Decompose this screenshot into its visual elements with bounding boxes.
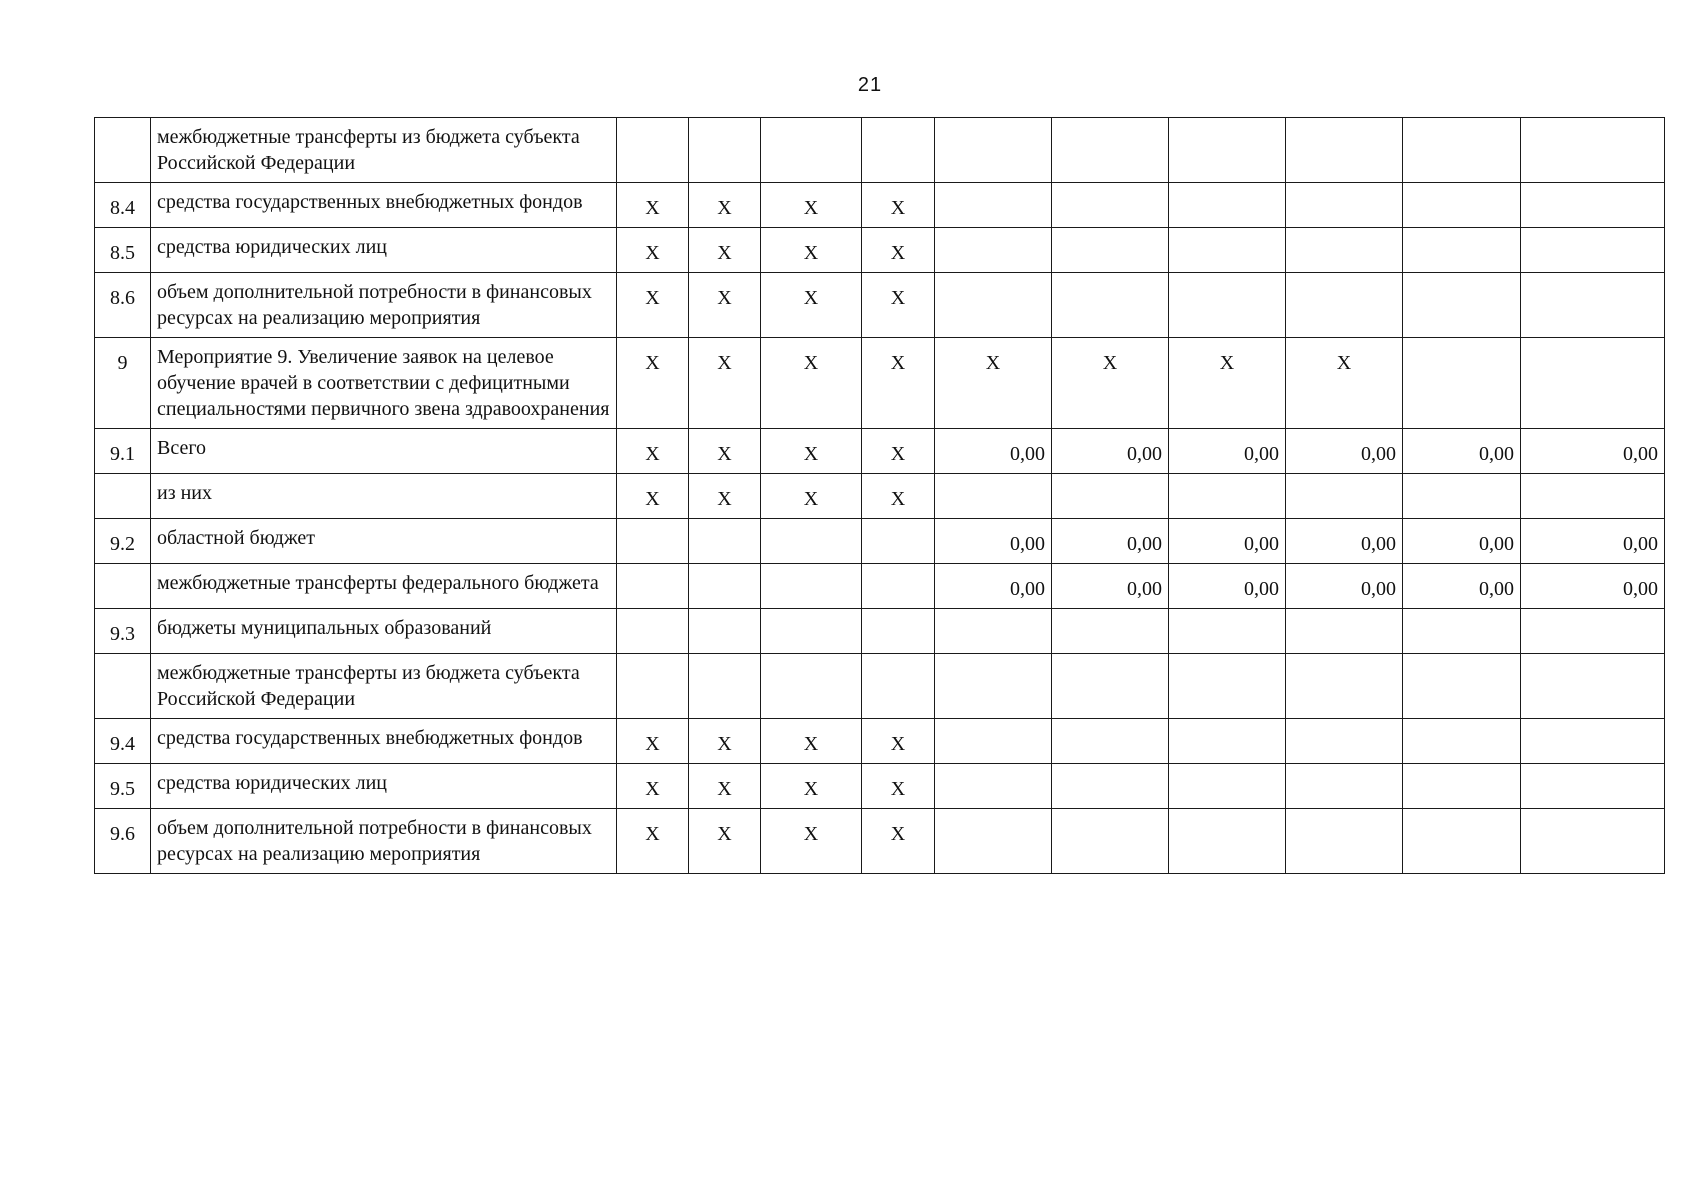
not-applicable-cell: X [617, 228, 689, 273]
not-applicable-cell: X [689, 273, 761, 338]
not-applicable-cell: X [617, 809, 689, 874]
row-number-cell: 8.4 [95, 183, 151, 228]
empty-cell [761, 564, 862, 609]
not-applicable-cell: X [617, 719, 689, 764]
amount-cell: 0,00 [1521, 429, 1665, 474]
empty-cell [1286, 183, 1403, 228]
empty-cell [1052, 654, 1169, 719]
empty-cell [1403, 609, 1521, 654]
empty-cell [1286, 273, 1403, 338]
amount-cell: 0,00 [1052, 429, 1169, 474]
row-description-cell: средства юридических лиц [151, 764, 617, 809]
empty-cell [1052, 118, 1169, 183]
amount-cell: 0,00 [1403, 519, 1521, 564]
not-applicable-cell: X [689, 474, 761, 519]
not-applicable-cell: X [689, 183, 761, 228]
empty-cell [1052, 228, 1169, 273]
empty-cell [1169, 609, 1286, 654]
table-row [95, 519, 1665, 564]
table-row [95, 338, 1665, 429]
empty-cell [1521, 118, 1665, 183]
not-applicable-cell: X [761, 338, 862, 429]
empty-cell [1169, 183, 1286, 228]
amount-cell: 0,00 [1169, 564, 1286, 609]
table-row [95, 273, 1665, 338]
not-applicable-cell: X [1052, 338, 1169, 429]
not-applicable-cell: X [862, 273, 935, 338]
empty-cell [1169, 228, 1286, 273]
amount-cell: 0,00 [1521, 519, 1665, 564]
empty-cell [1521, 764, 1665, 809]
empty-cell [689, 118, 761, 183]
empty-cell [1521, 609, 1665, 654]
not-applicable-cell: X [1286, 338, 1403, 429]
row-description-cell: Мероприятие 9. Увеличение заявок на целевое обучение врачей в соответствии с дефицитными специальностями первичного звена здравоохранения [151, 338, 617, 429]
budget-table [94, 117, 1665, 874]
row-number-cell: 9.4 [95, 719, 151, 764]
not-applicable-cell: X [617, 183, 689, 228]
empty-cell [935, 273, 1052, 338]
empty-cell [1403, 474, 1521, 519]
empty-cell [935, 764, 1052, 809]
not-applicable-cell: X [761, 429, 862, 474]
empty-cell [935, 719, 1052, 764]
amount-cell: 0,00 [935, 564, 1052, 609]
empty-cell [1286, 609, 1403, 654]
empty-cell [1521, 228, 1665, 273]
row-description-cell: межбюджетные трансферты федерального бюджета [151, 564, 617, 609]
empty-cell [1052, 609, 1169, 654]
amount-cell: 0,00 [1521, 564, 1665, 609]
row-number-cell: 8.6 [95, 273, 151, 338]
empty-cell [761, 654, 862, 719]
empty-cell [617, 564, 689, 609]
not-applicable-cell: X [935, 338, 1052, 429]
not-applicable-cell: X [862, 719, 935, 764]
row-description-cell: межбюджетные трансферты из бюджета субъекта Российской Федерации [151, 654, 617, 719]
empty-cell [1403, 809, 1521, 874]
row-number-cell [95, 564, 151, 609]
not-applicable-cell: X [862, 183, 935, 228]
row-description-cell: средства государственных внебюджетных фондов [151, 719, 617, 764]
amount-cell: 0,00 [1052, 564, 1169, 609]
empty-cell [1521, 719, 1665, 764]
table-row [95, 118, 1665, 183]
empty-cell [1169, 809, 1286, 874]
not-applicable-cell: X [862, 338, 935, 429]
empty-cell [1169, 719, 1286, 764]
empty-cell [761, 519, 862, 564]
empty-cell [935, 809, 1052, 874]
amount-cell: 0,00 [1403, 429, 1521, 474]
empty-cell [1286, 719, 1403, 764]
row-number-cell [95, 118, 151, 183]
row-number-cell: 9 [95, 338, 151, 429]
empty-cell [862, 118, 935, 183]
empty-cell [617, 118, 689, 183]
row-number-cell: 9.6 [95, 809, 151, 874]
empty-cell [1169, 273, 1286, 338]
table-row [95, 809, 1665, 874]
not-applicable-cell: X [761, 764, 862, 809]
empty-cell [617, 519, 689, 564]
empty-cell [1403, 273, 1521, 338]
table-row [95, 564, 1665, 609]
row-number-cell: 9.2 [95, 519, 151, 564]
empty-cell [1052, 183, 1169, 228]
row-number-cell: 9.3 [95, 609, 151, 654]
empty-cell [1403, 228, 1521, 273]
not-applicable-cell: X [617, 338, 689, 429]
not-applicable-cell: X [689, 338, 761, 429]
table-row [95, 228, 1665, 273]
row-description-cell: средства государственных внебюджетных фондов [151, 183, 617, 228]
empty-cell [1521, 654, 1665, 719]
table-row [95, 429, 1665, 474]
amount-cell: 0,00 [1169, 519, 1286, 564]
row-description-cell: межбюджетные трансферты из бюджета субъекта Российской Федерации [151, 118, 617, 183]
empty-cell [1052, 809, 1169, 874]
table-row [95, 474, 1665, 519]
not-applicable-cell: X [761, 474, 862, 519]
table-row [95, 719, 1665, 764]
not-applicable-cell: X [761, 273, 862, 338]
not-applicable-cell: X [862, 474, 935, 519]
not-applicable-cell: X [862, 764, 935, 809]
empty-cell [1052, 273, 1169, 338]
empty-cell [1169, 654, 1286, 719]
empty-cell [689, 654, 761, 719]
not-applicable-cell: X [689, 228, 761, 273]
not-applicable-cell: X [761, 183, 862, 228]
not-applicable-cell: X [761, 809, 862, 874]
row-description-cell: средства юридических лиц [151, 228, 617, 273]
not-applicable-cell: X [617, 273, 689, 338]
empty-cell [1403, 719, 1521, 764]
empty-cell [617, 609, 689, 654]
not-applicable-cell: X [617, 429, 689, 474]
empty-cell [1286, 809, 1403, 874]
row-description-cell: бюджеты муниципальных образований [151, 609, 617, 654]
empty-cell [862, 519, 935, 564]
empty-cell [1403, 183, 1521, 228]
empty-cell [1169, 764, 1286, 809]
empty-cell [935, 654, 1052, 719]
empty-cell [935, 183, 1052, 228]
table-row [95, 764, 1665, 809]
empty-cell [761, 118, 862, 183]
empty-cell [761, 609, 862, 654]
amount-cell: 0,00 [935, 429, 1052, 474]
not-applicable-cell: X [689, 719, 761, 764]
not-applicable-cell: X [617, 764, 689, 809]
row-description-cell: объем дополнительной потребности в финансовых ресурсах на реализацию мероприятия [151, 809, 617, 874]
not-applicable-cell: X [862, 228, 935, 273]
empty-cell [1286, 118, 1403, 183]
not-applicable-cell: X [689, 429, 761, 474]
not-applicable-cell: X [761, 228, 862, 273]
empty-cell [1521, 183, 1665, 228]
empty-cell [1403, 338, 1521, 429]
empty-cell [862, 564, 935, 609]
not-applicable-cell: X [862, 429, 935, 474]
amount-cell: 0,00 [1052, 519, 1169, 564]
amount-cell: 0,00 [1286, 564, 1403, 609]
empty-cell [935, 609, 1052, 654]
amount-cell: 0,00 [1169, 429, 1286, 474]
empty-cell [1521, 474, 1665, 519]
empty-cell [1052, 474, 1169, 519]
row-number-cell: 9.1 [95, 429, 151, 474]
empty-cell [935, 228, 1052, 273]
empty-cell [1521, 338, 1665, 429]
amount-cell: 0,00 [935, 519, 1052, 564]
not-applicable-cell: X [761, 719, 862, 764]
table-body [95, 118, 1665, 874]
empty-cell [1052, 719, 1169, 764]
amount-cell: 0,00 [1403, 564, 1521, 609]
empty-cell [689, 564, 761, 609]
not-applicable-cell: X [1169, 338, 1286, 429]
row-description-cell: объем дополнительной потребности в финансовых ресурсах на реализацию мероприятия [151, 273, 617, 338]
empty-cell [1521, 273, 1665, 338]
table-row [95, 609, 1665, 654]
empty-cell [1521, 809, 1665, 874]
row-number-cell: 8.5 [95, 228, 151, 273]
empty-cell [1403, 118, 1521, 183]
empty-cell [1169, 118, 1286, 183]
amount-cell: 0,00 [1286, 519, 1403, 564]
row-description-cell: из них [151, 474, 617, 519]
row-number-cell [95, 474, 151, 519]
empty-cell [1052, 764, 1169, 809]
empty-cell [1403, 654, 1521, 719]
not-applicable-cell: X [617, 474, 689, 519]
empty-cell [1169, 474, 1286, 519]
row-number-cell [95, 654, 151, 719]
not-applicable-cell: X [689, 764, 761, 809]
page-number: 21 [857, 74, 883, 96]
empty-cell [1286, 474, 1403, 519]
row-description-cell: областной бюджет [151, 519, 617, 564]
row-description-cell: Всего [151, 429, 617, 474]
not-applicable-cell: X [862, 809, 935, 874]
not-applicable-cell: X [689, 809, 761, 874]
empty-cell [862, 609, 935, 654]
empty-cell [862, 654, 935, 719]
empty-cell [1403, 764, 1521, 809]
empty-cell [935, 118, 1052, 183]
empty-cell [617, 654, 689, 719]
empty-cell [1286, 228, 1403, 273]
empty-cell [1286, 654, 1403, 719]
amount-cell: 0,00 [1286, 429, 1403, 474]
empty-cell [1286, 764, 1403, 809]
empty-cell [689, 609, 761, 654]
table-row [95, 183, 1665, 228]
empty-cell [689, 519, 761, 564]
table-row [95, 654, 1665, 719]
row-number-cell: 9.5 [95, 764, 151, 809]
empty-cell [935, 474, 1052, 519]
